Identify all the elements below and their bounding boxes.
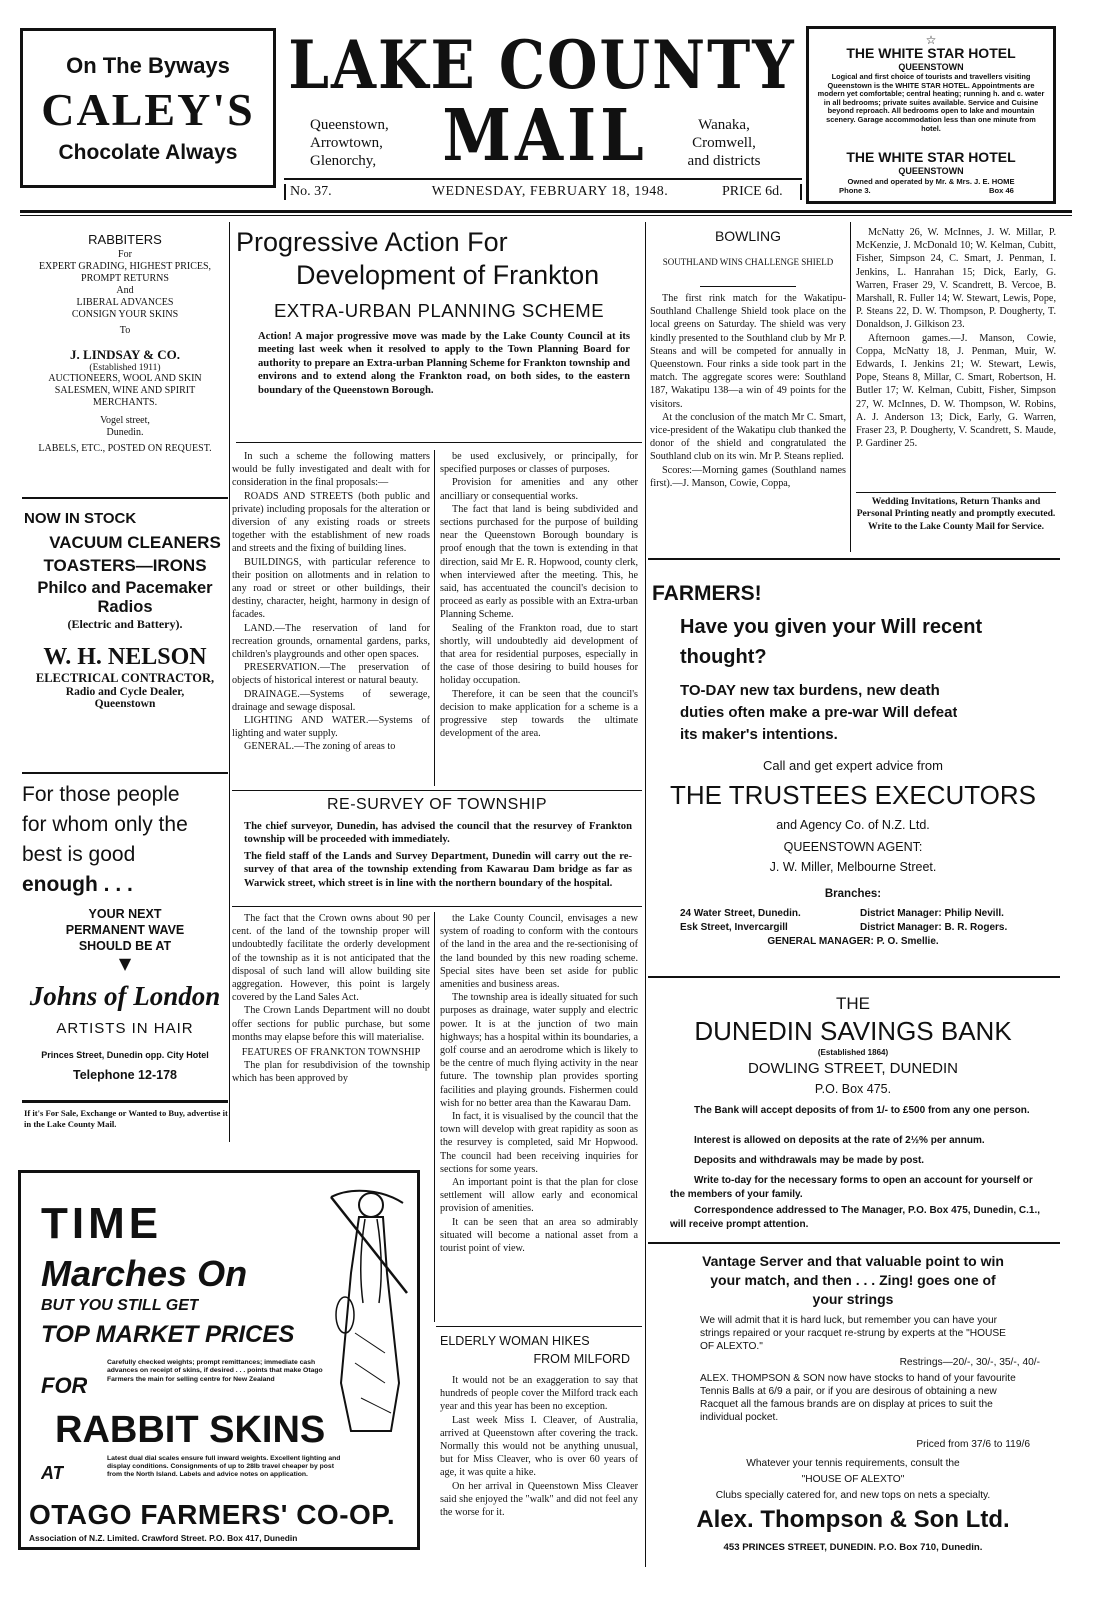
nelson-trade: Radio and Cycle Dealer, (65, 686, 185, 698)
caleys-tagline: On The Byways (66, 53, 230, 78)
trustees-branch: Esk Street, Invercargill (680, 922, 788, 933)
main-headline (236, 226, 642, 296)
bank-box: P.O. Box 475. (814, 1082, 892, 1096)
tennis-prices: Priced from 37/6 to 119/6 (916, 1439, 1030, 1450)
hotel-phone: Phone 3. (839, 186, 871, 195)
nelson-line: Radios (97, 598, 153, 616)
trustees-question: thought? (680, 646, 767, 668)
town: Cromwell, (692, 135, 756, 151)
otago-top: TOP MARKET PRICES (41, 1321, 295, 1348)
hotel-body: Logical and first choice of tourists and travellers visiting Queenstown is the WHITE STAR HOTEL. Appointments are modern yet comfortable; central heating; running h. and c. water in all bedrooms; private suites available. Service and Cuisine beyond reproach. All bedrooms open to lake and mountain scenery. Garage accommodation less than one minute from hotel. (817, 73, 1045, 133)
bowling-col-2 (856, 226, 1056, 488)
nelson-line: Philco and Pacemaker (37, 579, 213, 597)
lindsay-labels: LABELS, ETC., POSTED ON REQUEST. (38, 443, 212, 454)
trustees-text: its maker's intentions. (680, 726, 838, 743)
bank-text: Interest is allowed on deposits at the rate of 2½% per annum. (694, 1135, 985, 1146)
paragraph: LAND.—The reservation of land for recreation grounds, ornamental gardens, parks, children's playgrounds and other open spaces. (232, 622, 430, 661)
main-col-2 (440, 450, 638, 788)
tennis-firm: Alex. Thompson & Son Ltd. (696, 1506, 1010, 1533)
masthead-title-bottom (420, 100, 670, 172)
headline-line: FROM MILFORD (533, 1352, 630, 1366)
resurvey-subhead: FEATURES OF FRANKTON TOWNSHIP (241, 1047, 421, 1059)
caleys-ad (20, 28, 276, 188)
paragraph: Sealing of the Frankton road, due to start shortly, will undoubtedly aid development of that area for residential purposes, especially in the case of those desiring to build houses for holiday occupation. (440, 622, 638, 687)
elderly-headline (440, 1332, 640, 1368)
paragraph: The fact that the Crown owns about 90 per cent. of the land of the township proper will undoubtedly facilitate the orderly development of the township as it is not anticipated that the disposal of such land will allow building site aggregation. However, this point is largely covered by the Land Sales Act. (232, 913, 430, 1004)
trustees-text: TO-DAY new tax burdens, new death (680, 682, 940, 699)
hotel-name: THE WHITE STAR HOTEL (846, 45, 1016, 61)
tennis-prices: Restrings—20/-, 30/-, 35/-, 40/- (899, 1357, 1040, 1368)
town: Glenorchy, (310, 153, 377, 169)
paragraph: In fact, it is visualised by the council that the town will develop with great rapidity as soon as the resurvey is completed, said Mr Hopwood. The council had been receiving inquiries for sections for some years. (440, 1111, 638, 1175)
paragraph: be used exclusively, or principally, for specified purposes or classes of purposes. (440, 451, 638, 476)
johns-line: For those people (22, 783, 180, 806)
savings-bank-ad (650, 984, 1060, 1234)
otago-time: TIME (41, 1199, 163, 1248)
paragraph: It would not be an exaggeration to say that hundreds of people cover the Milford track each year and this year has been no exception. (440, 1375, 638, 1413)
tennis-addr: 453 PRINCES STREET, DUNEDIN. P.O. Box 710, Dunedin. (723, 1542, 983, 1553)
bowling-headline: BOWLING (714, 228, 782, 244)
otago-addr: Association of N.Z. Limited. Crawford Street. P.O. Box 417, Dunedin (29, 1533, 298, 1543)
bank-text: Write to-day for the necessary forms to open an account for yourself or the members of your family. (670, 1175, 1033, 1200)
tennis-text: We will admit that it is hard luck, but remember you can have your strings repaired or your racquet re-strung by experts at the "HOUSE OF ALEXTO." (700, 1315, 1006, 1352)
johns-line: for whom only the (22, 813, 188, 836)
paragraph: Last week Miss I. Cleaver, of Australia, arrived at Queenstown after covering the track. Normally this would not be anything unusual, but for Miss Cleaver, who is over 60 years of age, it was quite a hike. (440, 1414, 638, 1479)
paragraph: Scores:—Morning games (Southland names first).—J. Manson, Cowie, Coppa, (650, 464, 846, 489)
wedding-printing-ad: Wedding Invitations, Return Thanks and Personal Printing neatly and promptly executed. Write to the Lake County Mail for Service. (856, 496, 1056, 532)
paragraph: DRAINAGE.—Systems of sewerage, drainage and sewage disposal. (232, 688, 430, 713)
towns-right (668, 116, 780, 170)
bowling-col-1 (650, 292, 846, 552)
issue-number: No. 37. (284, 184, 364, 200)
otago-at-text: Latest dual dial scales ensure full inward weights. Excellent lighting and display conditions. Consignments of up to 28lb travel cheaper by post from the North Island. Labels and advice notes on application. (107, 1455, 341, 1479)
otago-for: FOR (41, 1373, 88, 1398)
otago-marches: Marches On (41, 1253, 248, 1294)
headline-line2: Development of Frankton (296, 260, 600, 290)
nelson-place: Queenstown (94, 698, 156, 710)
star-icon: ☆ (925, 33, 937, 47)
paragraph: An important point is that the plan for close settlement will allow early and economical provision of amenities. (440, 1177, 638, 1215)
ad-line: CONSIGN YOUR SKINS (71, 309, 179, 320)
johns-artists: ARTISTS IN HAIR (56, 1020, 194, 1037)
tennis-text: "HOUSE OF ALEXTO" (801, 1474, 905, 1485)
johns-line: PERMANENT WAVE (65, 923, 185, 937)
hotel-place-2: QUEENSTOWN (898, 166, 964, 176)
nelson-line: (Electric and Battery). (67, 617, 183, 631)
nelson-ad (20, 510, 230, 765)
town: and districts (687, 153, 761, 169)
trustees-manager: District Manager: Philip Nevill. (860, 908, 1004, 919)
paragraph: LIGHTING AND WATER.—Systems of lighting and water supply. (232, 715, 430, 740)
main-col-1 (232, 450, 430, 788)
paragraph: The fact that land is being subdivided and sections purchased for the purpose of building near the Queenstown Borough boundary is proof enough that the town is extending in that direction, said Mr E. R. Hopwood, county clerk, when interviewed after the meeting. This, he said, has accentuated the council's decision to proceed as early as possible with an Extra-urban Planning Scheme. (440, 503, 638, 621)
main-lede: Action! A major progressive move was made by the Lake County Council at its meeting last week when it resolved to apply to the Town Planning Board for authority to prepare an Extra-urban Planning Scheme for Frankton township and environs and to extend along the Frankton road, on both sides, to the eastern boundary of the Queenstown Borough. (258, 331, 630, 396)
trustees-text: duties often make a pre-war Will defeat (680, 704, 958, 721)
trustees-branch: 24 Water Street, Dunedin. (680, 908, 801, 919)
tennis-text: Whatever your tennis requirements, consult the (746, 1458, 960, 1469)
johns-of-london-ad (22, 780, 228, 1092)
headline-line1: Progressive Action For (236, 227, 508, 257)
trustees-manager: District Manager: B. R. Rogers. (860, 922, 1008, 933)
hotel-place: QUEENSTOWN (898, 62, 964, 72)
paragraph: BUILDINGS, with particular reference to their position on allotments and in relation to any road or street or other buildings, their destiny, character, height, harmony in design of facades. (232, 556, 430, 621)
towns-left (310, 116, 420, 170)
tennis-headline: Vantage Server and that valuable point to win (702, 1253, 1004, 1269)
nelson-line: TOASTERS—IRONS (43, 556, 207, 575)
elderly-body (440, 1374, 638, 1570)
johns-brand: Johns of London (29, 981, 221, 1011)
paragraph: GENERAL.—The zoning of areas to (244, 741, 396, 753)
otago-firm: OTAGO FARMERS' CO-OP. (29, 1499, 396, 1530)
white-star-hotel-ad (806, 26, 1056, 204)
paragraph: The township area is ideally situated for such purposes as drainage, water supply and electric power. It is at the junction of two main highways; has a hospital within its boundaries, a golf course and an aerodrome which is likely to be the centre of much flying activity in the near future. The township plan provides sporting facilities and playing grounds. Fishermen could wish for no better area than the Kawarau Dam. (440, 992, 638, 1109)
lindsay-addr: Dunedin. (106, 427, 144, 438)
trustees-agent: QUEENSTOWN AGENT: (783, 840, 923, 854)
masthead-title-top (284, 30, 800, 100)
trustees-branches: Branches: (824, 888, 882, 900)
grim-reaper-illustration (321, 1183, 417, 1433)
tennis-text: ALEX. THOMPSON & SON now have stocks to hand of your favourite Tennis Balls at 6/9 a pair, or if you are desirous of obtaining a new Racquet all the famous brands are on display at prices to suit the individual pocket. (700, 1373, 1016, 1423)
trustees-agent-name: J. W. Miller, Melbourne Street. (769, 860, 937, 874)
trustees-question: Have you given your Will recent (680, 616, 983, 638)
paragraph: At the conclusion of the match Mr C. Smart, vice-president of the Wakatipu club thanked the donor of the shield and congratulated the Southland club on its win. Mr P. Steans replied. (650, 411, 846, 463)
caleys-brand: CALEY'S (41, 84, 255, 135)
lindsay-ad (22, 232, 228, 477)
bank-street: DOWLING STREET, DUNEDIN (747, 1060, 958, 1077)
otago-farmers-ad (18, 1170, 420, 1550)
paragraph: Provision for amenities and any other ancilliary or consequential works. (440, 477, 638, 502)
paragraph: the Lake County Council, envisages a new system of roading to conform with the contours of the land in the area and the re-sectionising of the land bounded by this new roading scheme. Special sites have been set aside for public amenities and business areas. (440, 913, 638, 991)
tennis-text: Clubs specially catered for, and new tops on nets a specialty. (715, 1490, 991, 1501)
nelson-line: VACUUM CLEANERS (49, 533, 221, 552)
bank-text: Deposits and withdrawals may be made by post. (694, 1155, 925, 1166)
hotel-box: Box 46 (989, 186, 1014, 195)
resurvey-lede-2: The field staff of the Lands and Survey Department, Dunedin will carry out the re-survey of that area of the township extending from Kawarau Dam bridge as far as Warwick street, which street is in line with the northern boundary of the hospital. (244, 851, 632, 889)
tennis-headline: your strings (812, 1291, 894, 1307)
lindsay-addr: Vogel street, (100, 415, 150, 426)
small-ad: If it's For Sale, Exchange or Wanted to Buy, advertise it in the Lake County Mail. (24, 1108, 228, 1129)
resurvey-lede-1: The chief surveyor, Dunedin, has advised the council that the resurvey of Frankton township will be proceeded with immediately. (244, 821, 632, 846)
hotel-owner: Owned and operated by Mr. & Mrs. J. E. HOME (847, 177, 1015, 186)
trustees-ad (650, 568, 1060, 968)
paragraph: The Crown Lands Department will no doubt offer sections for public purchase, but some months may elapse before this will materialise. (232, 1005, 430, 1043)
ad-line: And (116, 285, 134, 296)
bank-name: DUNEDIN SAVINGS BANK (694, 1016, 1012, 1046)
trustees-farmers: FARMERS! (652, 582, 762, 605)
issue-date: WEDNESDAY, FEBRUARY 18, 1948. (431, 184, 669, 199)
paragraph: On her arrival in Queenstown Miss Cleaver said she enjoyed the "walk" and did not feel any the worse for it. (440, 1480, 638, 1519)
town: Arrowtown, (310, 135, 383, 151)
town: Wanaka, (698, 117, 750, 133)
ad-line: LIBERAL ADVANCES (76, 297, 174, 308)
resurvey-headline: RE-SURVEY OF TOWNSHIP (326, 796, 548, 813)
paragraph: The plan for resubdivision of the township which has been approved by (232, 1060, 430, 1085)
nelson-now: NOW IN STOCK (24, 510, 137, 527)
paper-title-line2: MAIL (442, 100, 648, 172)
lindsay-firm: J. LINDSAY & CO. (70, 347, 180, 362)
alex-thompson-ad (650, 1248, 1060, 1568)
trustees-firm: THE TRUSTEES EXECUTORS (670, 780, 1036, 810)
paper-title-line1: LAKE COUNTY (288, 30, 796, 100)
johns-line: enough . . . (22, 873, 133, 896)
lindsay-est: (Established 1911) (89, 363, 161, 373)
paragraph: PRESERVATION.—The preservation of objects of historical interest or natural beauty. (232, 662, 430, 687)
resurvey-col-1 (232, 912, 430, 1142)
town: Queenstown, (310, 117, 389, 133)
johns-line: SHOULD BE AT (78, 939, 172, 953)
headline-line: ELDERLY WOMAN HIKES (440, 1334, 590, 1348)
johns-addr: Princes Street, Dunedin opp. City Hotel (41, 1050, 209, 1060)
trustees-call: Call and get expert advice from (763, 758, 943, 773)
nelson-trade: ELECTRICAL CONTRACTOR, (35, 671, 215, 685)
hotel-name-2: THE WHITE STAR HOTEL (846, 149, 1016, 165)
paragraph: The first rink match for the Wakatipu-Southland Challenge Shield took place on the local greens on Saturday. The shield was very kindly presented to the Southland club by Mr P. Steans and will be competed for annually in Queenstown. Four rinks a side took part in the match. The aggregate scores were: Southland 187, Wakatipu 138—a win of 49 points for the visitors. (650, 293, 846, 410)
otago-but: BUT YOU STILL GET (41, 1297, 199, 1314)
down-arrow-icon: ▼ (118, 954, 132, 973)
bank-est: (Established 1864) (817, 1048, 889, 1057)
paragraph: McNatty 26, W. McInnes, J. W. Millar, P. McKenzie, J. McDonald 10; W. Kelman, Cubitt, Fisher, Simpson 24, C. Smart, J. Penman, I. Jenkins, L. Hanrahan 15; Dick, Early, G. Warren, Fraser 29, V. Scandrett, B. Vercoe, B. Marshall, R. Fuller 14; W. Stewart, Lewis, Pope, P. Steans 22, D. W. Thompson, P. Dougherty, T. Donaldson, J. Gilkison 23. (856, 227, 1056, 331)
ad-line: EXPERT GRADING, HIGHEST PRICES, PROMPT RETURNS (38, 261, 212, 284)
tennis-headline: your match, and then . . . Zing! goes one of (710, 1272, 996, 1288)
paragraph: ROADS AND STREETS (both public and private) including proposals for the alteration or diversion of any existing roads or streets together with the establishment of new roads and streets and the fixing of building lines. (232, 490, 430, 555)
lindsay-desc: AUCTIONEERS, WOOL AND SKIN SALESMEN, WINE AND SPIRIT MERCHANTS. (48, 373, 202, 408)
ad-line: To (119, 325, 131, 336)
paragraph: It can be seen that an area so admirably situated will become a national asset from a tourist point of view. (440, 1216, 638, 1255)
bowling-subhead: SOUTHLAND WINS CHALLENGE SHIELD (662, 257, 834, 267)
ad-line: For (118, 249, 132, 260)
bank-the: THE (836, 994, 870, 1013)
johns-line: best is good (22, 843, 136, 866)
paragraph: Afternoon games.—J. Manson, Cowie, Coppa, McNatty 18, J. Penman, Muir, W. Edwards, I. Jenkins 21; W. Stewart, Lewis, Pope, Steans 8, Millar, C. Smart, Robertson, H. Butler 17; W. Kelman, Cubitt, Fisher, Simpson 27, W. McInnes, D. W. Thompson, W. Robins, A. J. Anderson 13; Dick, Early, G. Warren, Fraser 23, P. Dougherty, V. Scandrett, S. Maude, P. Gardiner 25. (856, 332, 1056, 450)
johns-line: YOUR NEXT (88, 907, 162, 921)
otago-rabbit-skins: RABBIT SKINS (55, 1409, 326, 1451)
resurvey-col-2 (440, 912, 638, 1322)
issue-price: PRICE 6d. (722, 184, 802, 200)
rabbiters-heading: RABBITERS (88, 232, 162, 247)
paragraph: In such a scheme the following matters would be fully investigated and dealt with for consideration in the final proposals:— (232, 451, 430, 489)
otago-for-text: Carefully checked weights; prompt remittances; immediate cash advances on receipt of skins, if desired . . . points that make Otago Farmers the main for selling centre for New Zealand (107, 1359, 323, 1383)
bank-text: Correspondence addressed to The Manager, P.O. Box 475, Dunedin, C.1., will receive prompt attention. (670, 1205, 1041, 1230)
bank-text: The Bank will accept deposits of from 1/- to £500 from any one person. (694, 1105, 1030, 1116)
trustees-agency: and Agency Co. of N.Z. Ltd. (776, 818, 930, 832)
paragraph: Therefore, it can be seen that the council's decision to make application for a scheme is a progressive step towards the ultimate development of the area. (440, 688, 638, 740)
caleys-slogan: Chocolate Always (58, 141, 238, 164)
otago-at: AT (41, 1463, 64, 1483)
nelson-firm: W. H. NELSON (43, 644, 207, 670)
trustees-gm: GENERAL MANAGER: P. O. Smellie. (767, 936, 939, 947)
johns-tel: Telephone 12-178 (73, 1068, 177, 1082)
main-subhead: EXTRA-URBAN PLANNING SCHEME (273, 300, 605, 321)
